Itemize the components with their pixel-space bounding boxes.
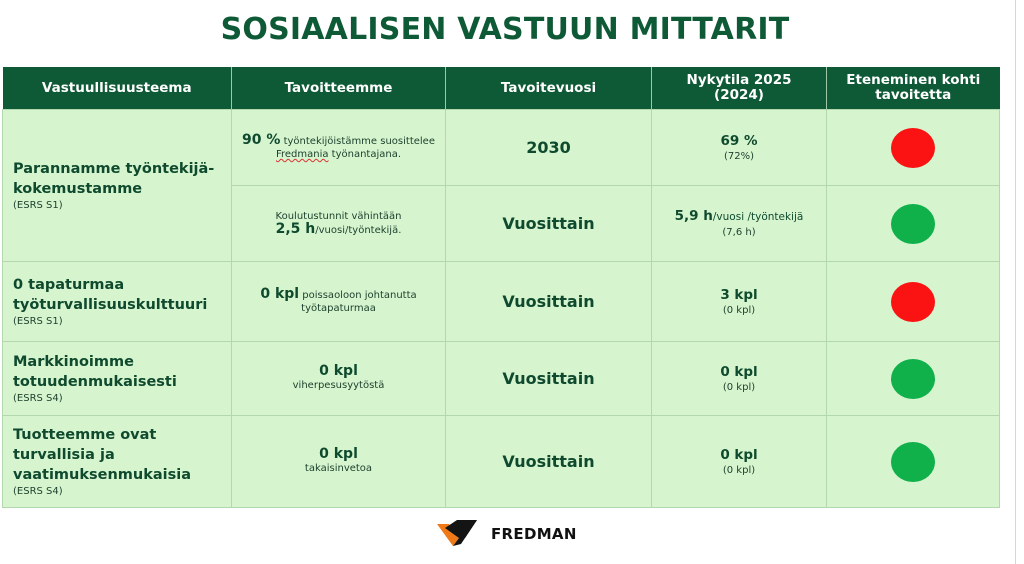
progress-cell [827,342,1000,416]
theme-name: Tuotteemme ovat turvallisia ja vaatimuksenmukaisia [13,427,192,483]
header-status [652,67,827,110]
theme-name: 0 tapaturmaa työturvallisuuskulttuuri [13,277,208,313]
status-previous: (0 kpl) [722,464,756,476]
year-cell [446,342,652,416]
goal-desc: viherpesusyytöstä [292,380,385,391]
status-value [658,447,820,477]
target-year: Vuosittain [502,214,595,233]
theme-code: (ESRS S4) [13,486,63,497]
goal-value: 0 kpl [260,286,300,302]
header-progress-line2: tavoitetta [875,87,952,103]
progress-indicator-red [891,282,935,322]
status-value [658,133,820,163]
progress-indicator-green [891,204,935,244]
theme-code: (ESRS S1) [13,200,63,211]
header-target-year: Tavoitevuosi [446,67,652,110]
fredman-logo [437,518,577,550]
theme-name: Markkinoimme totuudenmukaisesti [13,354,177,390]
goal-value: 2,5 h [275,221,316,237]
goal-cell [232,342,446,416]
status-cell [652,186,827,262]
logo-text: FREDMAN [491,525,577,543]
goal-prefix: Koulutustunnit vähintään [275,211,402,222]
goal-desc: /vuosi/työntekijä. [315,225,402,236]
metrics-table [2,67,1000,508]
target-year: Vuosittain [502,369,595,388]
status-number: 3 kpl [720,286,758,303]
goal-cell [232,416,446,508]
header-goal: Tavoitteemme [232,67,446,110]
progress-cell [827,110,1000,186]
goal-desc: takaisinvetoa [304,463,373,474]
target-year: 2030 [526,138,571,157]
goal-text [238,210,439,237]
goal-text [238,134,439,161]
status-cell [652,262,827,342]
goal-desc-end: työnantajana. [328,149,402,160]
theme-cell [3,262,232,342]
status-number: 69 % [720,132,758,149]
status-cell [652,342,827,416]
goal-text [238,288,439,315]
status-number: 0 kpl [720,446,758,463]
status-number: 5,9 h [674,208,713,224]
header-status-line1: Nykytila 2025 [686,72,792,88]
theme-cell [3,342,232,416]
theme-name: Parannamme työntekijä-kokemustamme [13,161,215,197]
status-number: 0 kpl [720,363,758,380]
table-row [3,262,1000,342]
year-cell [446,262,652,342]
progress-indicator-green [891,359,935,399]
target-year: Vuosittain [502,452,595,471]
goal-desc: työntekijöistämme suosittelee [280,136,435,147]
goal-cell [232,262,446,342]
table-row [3,342,1000,416]
header-progress [827,67,1000,110]
status-previous: (7,6 h) [722,227,756,238]
goal-text [238,365,439,392]
slide-edge [1015,0,1016,564]
progress-cell [827,262,1000,342]
year-cell [446,186,652,262]
table-header-row [3,67,1000,110]
page-title: SOSIAALISEN VASTUUN MITTARIT [220,12,790,47]
goal-value: 90 % [242,132,281,148]
theme-code: (ESRS S4) [13,393,63,404]
theme-cell [3,110,232,262]
progress-indicator-red [891,128,935,168]
table-row [3,110,1000,186]
goal-value: 0 kpl [319,363,358,379]
progress-cell [827,416,1000,508]
status-previous: (0 kpl) [722,381,756,393]
progress-cell [827,186,1000,262]
fredman-logo-icon [437,518,485,550]
theme-cell [3,416,232,508]
status-value [658,208,820,239]
year-cell [446,110,652,186]
goal-value: 0 kpl [319,446,358,462]
status-value [658,287,820,317]
goal-cell [232,186,446,262]
progress-indicator-green [891,442,935,482]
target-year: Vuosittain [502,292,595,311]
header-progress-line1: Eteneminen kohti [846,72,981,88]
status-value [658,364,820,394]
header-theme: Vastuullisuusteema [3,67,232,110]
theme-code: (ESRS S1) [13,316,63,327]
status-cell [652,110,827,186]
status-previous: (72%) [723,150,755,162]
table-row [3,416,1000,508]
status-cell [652,416,827,508]
status-previous: (0 kpl) [722,304,756,316]
goal-text [238,448,439,475]
status-unit: /vuosi /työntekijä [712,211,804,223]
goal-desc: poissaoloon johtanutta työtapaturmaa [299,290,417,314]
header-status-line2: (2024) [714,87,764,103]
year-cell [446,416,652,508]
goal-cell [232,110,446,186]
goal-desc-company: Fredmania [275,149,329,160]
